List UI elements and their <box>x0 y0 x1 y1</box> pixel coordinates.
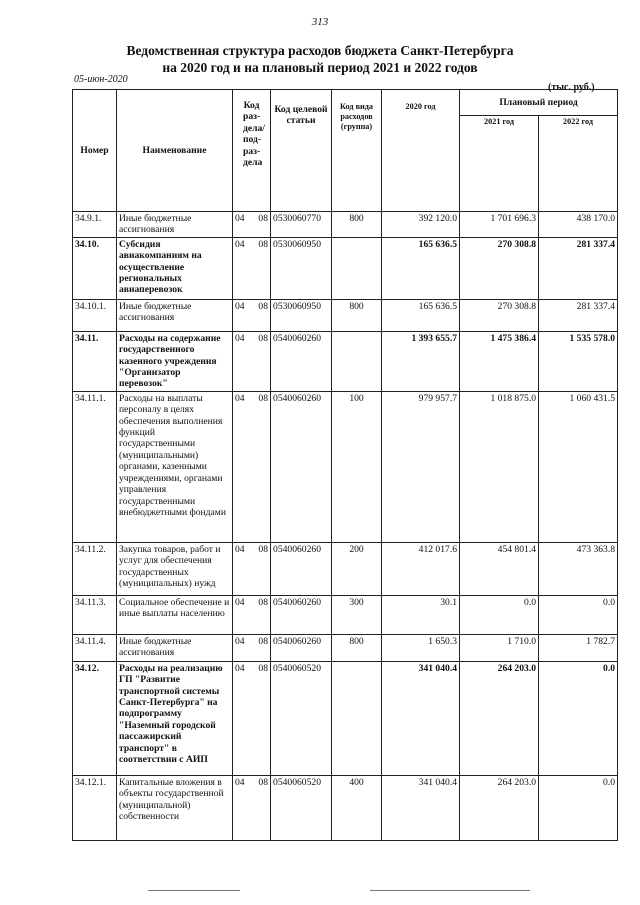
row-value-2020: 412 017.6 <box>382 542 460 595</box>
table-row <box>73 391 618 542</box>
table-row <box>73 634 618 661</box>
row-value-2022: 1 535 578.0 <box>539 331 618 391</box>
row-expense-type: 800 <box>332 299 382 331</box>
row-subsection-code: 08 <box>251 331 271 391</box>
header-2021: 2021 год <box>460 116 539 212</box>
document-date: 05-июн-2020 <box>74 74 128 85</box>
row-value-2020: 979 957.7 <box>382 391 460 542</box>
row-expense-type: 800 <box>332 212 382 238</box>
header-target: Код целевой статьи <box>271 90 332 212</box>
row-value-2021: 0.0 <box>460 595 539 634</box>
row-target-code: 0540060260 <box>271 542 332 595</box>
row-value-2022: 473 363.8 <box>539 542 618 595</box>
row-subsection-code: 08 <box>251 237 271 299</box>
row-target-code: 0540060520 <box>271 661 332 775</box>
row-number: 34.12. <box>73 661 117 775</box>
row-expense-type: 300 <box>332 595 382 634</box>
table-row <box>73 542 618 595</box>
row-name: Расходы на выплаты персоналу в целях обеспечения выполнения функций государственными (муниципальными) органами, казенными учреждениями, органами управления государственными внебюджетными фондами <box>117 391 233 542</box>
row-value-2020: 1 393 655.7 <box>382 331 460 391</box>
row-value-2022: 1 060 431.5 <box>539 391 618 542</box>
row-value-2020: 341 040.4 <box>382 775 460 840</box>
row-subsection-code: 08 <box>251 212 271 238</box>
document-title <box>0 42 640 76</box>
page-number: 313 <box>311 16 329 28</box>
footer-rule-left <box>148 890 240 891</box>
row-number: 34.11. <box>73 331 117 391</box>
row-value-2021: 270 308.8 <box>460 237 539 299</box>
title-line-2: на 2020 год и на плановый период 2021 и 2022 годов <box>162 60 478 75</box>
row-section-code: 04 <box>233 661 251 775</box>
header-2020: 2020 год <box>382 90 460 212</box>
table-row <box>73 212 618 238</box>
row-subsection-code: 08 <box>251 775 271 840</box>
row-target-code: 0540060260 <box>271 634 332 661</box>
row-subsection-code: 08 <box>251 299 271 331</box>
row-value-2020: 165 636.5 <box>382 299 460 331</box>
table-row <box>73 331 618 391</box>
row-section-code: 04 <box>233 391 251 542</box>
table-row <box>73 661 618 775</box>
row-value-2022: 438 170.0 <box>539 212 618 238</box>
row-number: 34.10.1. <box>73 299 117 331</box>
row-section-code: 04 <box>233 595 251 634</box>
row-expense-type <box>332 237 382 299</box>
row-section-code: 04 <box>233 542 251 595</box>
row-target-code: 0530060950 <box>271 237 332 299</box>
row-section-code: 04 <box>233 775 251 840</box>
row-number: 34.11.4. <box>73 634 117 661</box>
row-name: Иные бюджетные ассигнования <box>117 634 233 661</box>
row-target-code: 0540060260 <box>271 391 332 542</box>
row-number: 34.9.1. <box>73 212 117 238</box>
row-value-2021: 264 203.0 <box>460 775 539 840</box>
row-number: 34.11.2. <box>73 542 117 595</box>
row-subsection-code: 08 <box>251 542 271 595</box>
row-name: Расходы на реализацию ГП "Развитие транспортной системы Санкт-Петербурга" на подпрограмму "Наземный городской пассажирский транспорт" в соответствии с АИП <box>117 661 233 775</box>
row-expense-type: 800 <box>332 634 382 661</box>
row-value-2020: 341 040.4 <box>382 661 460 775</box>
row-subsection-code: 08 <box>251 595 271 634</box>
header-planned: Плановый период <box>460 90 618 116</box>
title-line-1: Ведомственная структура расходов бюджета Санкт-Петербурга <box>126 43 514 58</box>
table-row <box>73 299 618 331</box>
row-section-code: 04 <box>233 331 251 391</box>
row-value-2021: 1 475 386.4 <box>460 331 539 391</box>
header-number: Номер <box>73 90 117 212</box>
row-target-code: 0540060260 <box>271 331 332 391</box>
row-expense-type: 400 <box>332 775 382 840</box>
row-number: 34.11.1. <box>73 391 117 542</box>
header-2022: 2022 год <box>539 116 618 212</box>
row-target-code: 0540060260 <box>271 595 332 634</box>
row-section-code: 04 <box>233 634 251 661</box>
row-value-2022: 281 337.4 <box>539 237 618 299</box>
row-subsection-code: 08 <box>251 634 271 661</box>
row-name: Капитальные вложения в объекты государственной (муниципальной) собственности <box>117 775 233 840</box>
table-row <box>73 775 618 840</box>
row-name: Иные бюджетные ассигнования <box>117 212 233 238</box>
row-value-2022: 0.0 <box>539 775 618 840</box>
row-value-2020: 392 120.0 <box>382 212 460 238</box>
units-label: (тыс. руб.) <box>548 82 595 93</box>
row-name: Социальное обеспечение и иные выплаты населению <box>117 595 233 634</box>
table-row <box>73 595 618 634</box>
row-value-2022: 281 337.4 <box>539 299 618 331</box>
row-expense-type <box>332 661 382 775</box>
row-expense-type: 100 <box>332 391 382 542</box>
row-value-2021: 270 308.8 <box>460 299 539 331</box>
row-value-2020: 1 650.3 <box>382 634 460 661</box>
row-name: Субсидия авиакомпаниям на осуществление региональных авиаперевозок <box>117 237 233 299</box>
row-section-code: 04 <box>233 237 251 299</box>
row-value-2021: 1 018 875.0 <box>460 391 539 542</box>
row-expense-type: 200 <box>332 542 382 595</box>
row-number: 34.10. <box>73 237 117 299</box>
header-expense-type: Код вида расходов (группа) <box>332 90 382 212</box>
budget-table <box>72 89 618 841</box>
row-value-2021: 264 203.0 <box>460 661 539 775</box>
row-value-2021: 1 710.0 <box>460 634 539 661</box>
row-value-2021: 454 801.4 <box>460 542 539 595</box>
row-value-2020: 30.1 <box>382 595 460 634</box>
table-row <box>73 237 618 299</box>
row-section-code: 04 <box>233 299 251 331</box>
row-number: 34.11.3. <box>73 595 117 634</box>
row-number: 34.12.1. <box>73 775 117 840</box>
row-value-2022: 1 782.7 <box>539 634 618 661</box>
row-value-2022: 0.0 <box>539 661 618 775</box>
header-name: Наименование <box>117 90 233 212</box>
row-name: Закупка товаров, работ и услуг для обеспечения государственных (муниципальных) нужд <box>117 542 233 595</box>
row-section-code: 04 <box>233 212 251 238</box>
row-name: Иные бюджетные ассигнования <box>117 299 233 331</box>
row-subsection-code: 08 <box>251 661 271 775</box>
header-section: Код раз-дела/ под-раз-дела <box>233 90 271 212</box>
row-subsection-code: 08 <box>251 391 271 542</box>
row-value-2022: 0.0 <box>539 595 618 634</box>
table-body <box>73 212 618 841</box>
row-name: Расходы на содержание государственного казенного учреждения "Организатор перевозок" <box>117 331 233 391</box>
row-target-code: 0530060950 <box>271 299 332 331</box>
row-target-code: 0530060770 <box>271 212 332 238</box>
row-value-2020: 165 636.5 <box>382 237 460 299</box>
row-target-code: 0540060520 <box>271 775 332 840</box>
footer-rule-right <box>370 890 530 891</box>
row-value-2021: 1 701 696.3 <box>460 212 539 238</box>
row-expense-type <box>332 331 382 391</box>
